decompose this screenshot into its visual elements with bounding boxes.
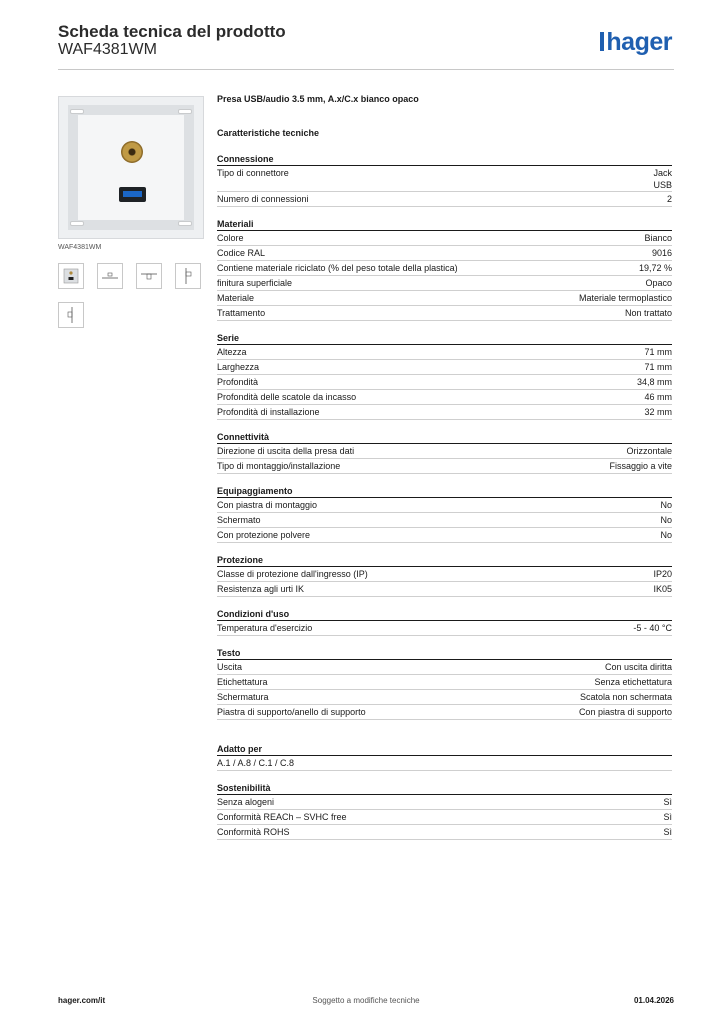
spec-section (217, 608, 672, 636)
spec-row (217, 375, 672, 390)
spec-value-line: 34,8 mm (636, 377, 672, 387)
spec-value (653, 567, 672, 580)
spec-row (217, 498, 672, 513)
spec-label: Trattamento (217, 308, 266, 318)
spec-section (217, 782, 672, 840)
spec-value-line: No (660, 530, 672, 540)
spec-value-line: Con piastra di supporto (578, 707, 672, 717)
spec-label: A.1 / A.8 / C.1 / C.8 (217, 758, 295, 768)
spec-value (644, 231, 672, 244)
spec-label: Materiale (217, 293, 255, 303)
spec-value-line: 71 mm (644, 347, 672, 357)
spec-label: Altezza (217, 347, 247, 357)
spec-label: Schermato (217, 515, 261, 525)
footer-note: Soggetto a modifiche tecniche (312, 996, 420, 1005)
section-title: Serie (217, 332, 672, 345)
footer-date: 01.04.2026 (633, 996, 674, 1005)
spec-value-line: Sì (663, 812, 672, 822)
spec-value-line: Materiale termoplastico (578, 293, 672, 303)
spec-value (660, 498, 672, 511)
document-title: Scheda tecnica del prodotto (58, 22, 286, 41)
spec-value-line: 46 mm (644, 392, 672, 402)
spec-label: Direzione di uscita della presa dati (217, 446, 355, 456)
spec-value-line: No (660, 515, 672, 525)
spec-row (217, 192, 672, 207)
spec-label: Schermatura (217, 692, 269, 702)
spec-row (217, 261, 672, 276)
spec-value (644, 405, 672, 418)
spec-section (217, 332, 672, 420)
spec-row (217, 567, 672, 582)
insert-face (78, 115, 184, 220)
section-title: Connessione (217, 153, 672, 166)
spec-value (644, 360, 672, 373)
spec-section (217, 485, 672, 543)
spec-row (217, 810, 672, 825)
spec-label: Conformità ROHS (217, 827, 290, 837)
spec-section (217, 153, 672, 207)
spec-value (652, 246, 672, 259)
spec-section (217, 431, 672, 474)
hager-logo: hager (600, 28, 672, 57)
spec-row (217, 405, 672, 420)
spec-row (217, 444, 672, 459)
section-title: Testo (217, 647, 672, 660)
spec-row (217, 246, 672, 261)
footer-website[interactable]: hager.com/it (58, 996, 106, 1005)
spec-section (217, 218, 672, 321)
spec-row (217, 660, 672, 675)
spec-value (605, 660, 672, 673)
spec-value (579, 291, 672, 304)
usb-port-icon (119, 187, 146, 202)
section-title: Protezione (217, 554, 672, 567)
spec-row (217, 390, 672, 405)
cover-plate (68, 105, 194, 230)
section-title: Connettività (217, 431, 672, 444)
spec-value (580, 690, 672, 703)
thumbnail-photo[interactable] (58, 263, 84, 289)
spec-value-line: No (660, 500, 672, 510)
section-title: Condizioni d'uso (217, 608, 672, 621)
thumbnail-front-drawing[interactable] (97, 263, 123, 289)
spec-label: Piastra di supporto/anello di supporto (217, 707, 366, 717)
spec-value-line: Con uscita diritta (604, 662, 672, 672)
spec-value (594, 675, 672, 688)
spec-row (217, 459, 672, 474)
spec-label: Profondità delle scatole da incasso (217, 392, 357, 402)
spec-value (645, 276, 672, 289)
spec-label: Temperatura d'esercizio (217, 623, 313, 633)
spec-value (663, 795, 672, 808)
spec-value (639, 261, 672, 274)
spec-row (217, 756, 672, 771)
spec-row (217, 360, 672, 375)
spec-value-line: Fissaggio a vite (609, 461, 672, 471)
spec-value-line: 71 mm (644, 362, 672, 372)
spec-value (663, 825, 672, 838)
spec-value (653, 582, 672, 595)
spec-value-line: IP20 (653, 569, 672, 579)
spec-label: Tipo di connettore (217, 168, 289, 178)
thumbnail-section-drawing[interactable] (58, 302, 84, 328)
spec-label: Etichettatura (217, 677, 268, 687)
spec-section (217, 647, 672, 720)
spec-label: Larghezza (217, 362, 260, 372)
spec-label: finitura superficiale (217, 278, 293, 288)
spec-row (217, 825, 672, 840)
image-caption: WAF4381WM (58, 244, 102, 251)
spec-value-line: Orizzontale (626, 446, 672, 456)
spec-value-line: 32 mm (644, 407, 672, 417)
spec-row (217, 231, 672, 246)
spec-row (217, 291, 672, 306)
spec-value (644, 345, 672, 358)
spec-label: Profondità (217, 377, 259, 387)
spec-value-line: Opaco (645, 278, 672, 288)
spec-row (217, 513, 672, 528)
spec-value-line: Sì (663, 827, 672, 837)
page-footer (58, 996, 674, 1010)
spec-value (644, 390, 672, 403)
spec-row (217, 582, 672, 597)
page-header (58, 20, 674, 70)
thumbnail-side-drawing[interactable] (175, 263, 201, 289)
spec-label: Con protezione polvere (217, 530, 311, 540)
spec-row (217, 276, 672, 291)
spec-heading: Caratteristiche tecniche (217, 128, 320, 138)
spec-value-line: Senza etichettatura (594, 677, 672, 687)
spec-value-line: 2 (666, 194, 672, 204)
thumbnail-top-drawing[interactable] (136, 263, 162, 289)
spec-value (609, 459, 672, 472)
spec-value-line: 9016 (651, 248, 672, 258)
product-name: Presa USB/audio 3.5 mm, A.x/C.x bianco opaco (217, 94, 419, 104)
spec-value-line: 19,72 % (638, 263, 672, 273)
spec-label: Conformità REACh – SVHC free (217, 812, 347, 822)
spec-label: Classe di protezione dall'ingresso (IP) (217, 569, 368, 579)
spec-row (217, 621, 672, 636)
spec-value (626, 444, 672, 457)
spec-value-line: Sì (663, 797, 672, 807)
spec-label: Numero di connessioni (217, 194, 309, 204)
spec-value (660, 528, 672, 541)
spec-value-line: -5 - 40 °C (633, 623, 672, 633)
spec-label: Codice RAL (217, 248, 266, 258)
spec-row (217, 675, 672, 690)
spec-value-line: Bianco (644, 233, 672, 243)
spec-section (217, 554, 672, 597)
section-title: Equipaggiamento (217, 485, 672, 498)
spec-label: Uscita (217, 662, 243, 672)
spec-value (625, 306, 672, 319)
spec-section (217, 743, 672, 771)
spec-value (660, 513, 672, 526)
spec-row (217, 345, 672, 360)
spec-row (217, 528, 672, 543)
spec-value-line: Scatola non schermata (579, 692, 672, 702)
spec-content (217, 94, 672, 840)
spec-value (637, 375, 672, 388)
spec-label: Resistenza agli urti IK (217, 584, 305, 594)
spec-label: Con piastra di montaggio (217, 500, 318, 510)
spec-value (663, 810, 672, 823)
audio-jack-icon (121, 141, 143, 163)
spec-value-line: Jack (653, 168, 672, 178)
spec-value-line: IK05 (653, 584, 672, 594)
spec-value (653, 166, 672, 191)
spec-row (217, 690, 672, 705)
spec-label: Senza alogeni (217, 797, 275, 807)
spec-row (217, 306, 672, 321)
product-image (58, 96, 204, 239)
spec-value (667, 192, 672, 205)
spec-value-line: Non trattato (624, 308, 672, 318)
spec-row (217, 705, 672, 720)
spec-row (217, 166, 672, 192)
section-title: Materiali (217, 218, 672, 231)
spec-label: Profondità di installazione (217, 407, 320, 417)
spec-value (579, 705, 672, 718)
section-title: Sostenibilità (217, 782, 672, 795)
product-code: WAF4381WM (58, 41, 157, 58)
spec-row (217, 795, 672, 810)
spec-value (633, 621, 672, 634)
section-title: Adatto per (217, 743, 672, 756)
spec-label: Colore (217, 233, 244, 243)
spec-label: Contiene materiale riciclato (% del peso totale della plastica) (217, 263, 458, 273)
spec-value-line: USB (653, 180, 672, 190)
spec-label: Tipo di montaggio/installazione (217, 461, 341, 471)
spec-sections (217, 153, 672, 840)
